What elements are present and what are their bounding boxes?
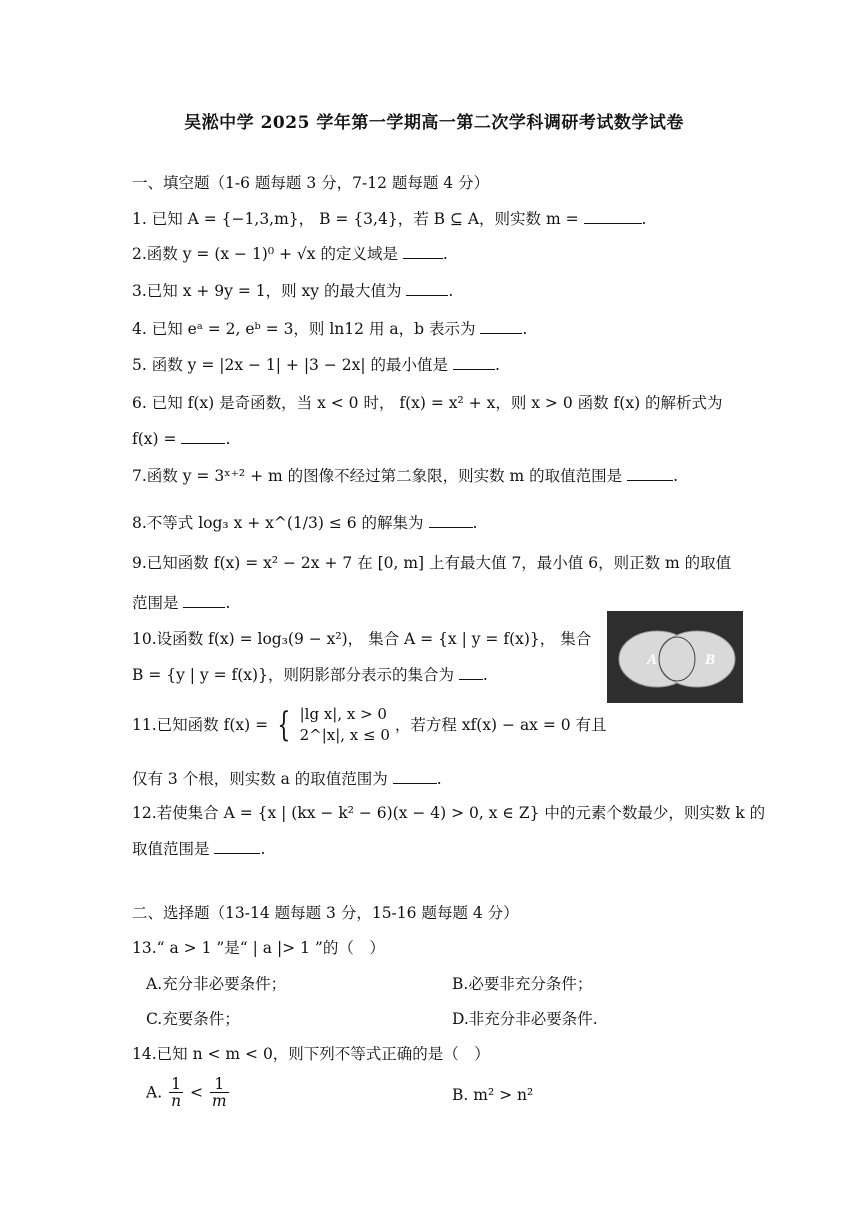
question-10-line-1: 10.设函数 f(x) = log₃(9 − x²)， 集合 A = {x | y = f(x)}， 集合 [132,630,592,648]
question-7-text: 7.函数 y = 3ˣ⁺² + m 的图像不经过第二象限，则实数 m 的取值范围是 [132,467,623,485]
answer-blank[interactable] [429,513,473,528]
answer-blank[interactable] [406,281,448,296]
question-6-text: f(x) = [132,430,177,448]
answer-blank[interactable] [214,839,260,854]
option-14-a-letter: A. [146,1083,163,1102]
answer-blank[interactable] [459,665,483,680]
fraction-numerator: 1 [210,1076,229,1093]
option-14-a[interactable] [146,1076,231,1109]
question-11-suffix: ，若方程 xf(x) − ax = 0 有且 [394,716,607,734]
fraction-1-over-n [169,1076,183,1109]
question-9-line-2: 范围是 . [132,594,231,612]
venn-set-b [659,631,735,687]
question-6-line-1: 6. 已知 f(x) 是奇函数，当 x < 0 时， f(x) = x² + x，则 x > 0 函数 f(x) 的解析式为 [132,394,723,412]
question-2: 2.函数 y = (x − 1)⁰ + √x 的定义域是 . [132,245,448,263]
fraction-denominator: n [171,1092,182,1110]
question-14: 14.已知 n < m < 0，则下列不等式正确的是（ ） [132,1045,490,1063]
option-13-b[interactable]: B.必要非充分条件； [452,975,593,993]
question-11-prefix: 11.已知函数 f(x) = [132,716,269,734]
piecewise-cases [300,704,390,746]
fraction-1-over-m [210,1076,229,1109]
question-11-line-1 [132,704,607,746]
piecewise-case-1: |lg x|, x > 0 [299,705,387,723]
answer-blank[interactable] [627,466,673,481]
fraction-numerator: 1 [169,1076,183,1093]
answer-blank[interactable] [183,593,225,608]
question-10-line-2: B = {y | y = f(x)}，则阴影部分表示的集合为 . [132,666,488,684]
venn-label-a: A [647,652,658,668]
question-5-text: 5. 函数 y = |2x − 1| + |3 − 2x| 的最小值是 [132,356,449,374]
answer-blank[interactable] [480,319,522,334]
question-4: 4. 已知 eᵃ = 2, eᵇ = 3，则 ln12 用 a，b 表示为 . [132,320,528,338]
answer-blank[interactable] [181,429,225,444]
question-3-text: 3.已知 x + 9y = 1，则 xy 的最大值为 [132,282,402,300]
question-7: 7.函数 y = 3ˣ⁺² + m 的图像不经过第二象限，则实数 m 的取值范围是 . [132,467,679,485]
venn-label-b: B [705,652,716,668]
question-3: 3.已知 x + 9y = 1，则 xy 的最大值为 . [132,282,454,300]
question-5: 5. 函数 y = |2x − 1| + |3 − 2x| 的最小值是 . [132,356,500,374]
answer-blank[interactable] [393,769,437,784]
less-than-sign: < [189,1083,203,1102]
exam-title: 吴淞中学 2025 学年第一学期高一第二次学科调研考试数学试卷 [184,113,684,133]
question-8: 8.不等式 log₃ x + x^(1/3) ≤ 6 的解集为 . [132,514,478,532]
question-12-text: 取值范围是 [132,840,210,858]
answer-blank[interactable] [453,355,495,370]
question-10-text: B = {y | y = f(x)}，则阴影部分表示的集合为 [132,666,454,684]
answer-blank[interactable] [584,209,642,224]
question-1-text: 1. 已知 A = {−1,3,m}， B = {3,4}，若 B ⊆ A，则实数 m = [132,210,579,228]
question-2-text: 2.函数 y = (x − 1)⁰ + √x 的定义域是 [132,245,398,263]
question-8-text: 8.不等式 log₃ x + x^(1/3) ≤ 6 的解集为 [132,514,424,532]
piecewise-case-2: 2^|x|, x ≤ 0 [299,726,390,744]
section2-heading: 二、选择题（13-14 题每题 3 分，15-16 题每题 4 分） [132,904,519,922]
option-14-b[interactable]: B. m² > n² [452,1086,534,1104]
answer-blank[interactable] [403,244,443,259]
question-1: 1. 已知 A = {−1,3,m}， B = {3,4}，若 B ⊆ A，则实数 m = . [132,210,647,228]
question-12-line-2: 取值范围是 . [132,840,266,858]
question-6-line-2: f(x) = . [132,430,231,448]
section1-heading: 一、填空题（1-6 题每题 3 分，7-12 题每题 4 分） [132,174,490,192]
question-9-line-1: 9.已知函数 f(x) = x² − 2x + 7 在 [0, m] 上有最大值 7，最小值 6，则正数 m 的取值 [132,554,732,572]
option-13-d[interactable]: D.非充分非必要条件. [452,1010,598,1028]
question-13: 13.“ a > 1 ”是“ | a |> 1 ”的（ ） [132,939,385,957]
fraction-denominator: m [211,1092,227,1110]
brace-glyph: { [277,705,291,745]
question-11-text: 仅有 3 个根，则实数 a 的取值范围为 [132,770,388,788]
option-13-a[interactable]: A.充分非必要条件； [146,975,287,993]
question-4-text: 4. 已知 eᵃ = 2, eᵇ = 3，则 ln12 用 a，b 表示为 [132,320,476,338]
question-12-line-1: 12.若使集合 A = {x | (kx − k² − 6)(x − 4) > 0, x ∈ Z} 中的元素个数最少，则实数 k 的 [132,804,766,822]
venn-diagram [607,611,743,703]
option-13-c[interactable]: C.充要条件； [146,1010,240,1028]
question-11-line-2: 仅有 3 个根，则实数 a 的取值范围为 . [132,770,442,788]
question-9-text: 范围是 [132,594,179,612]
